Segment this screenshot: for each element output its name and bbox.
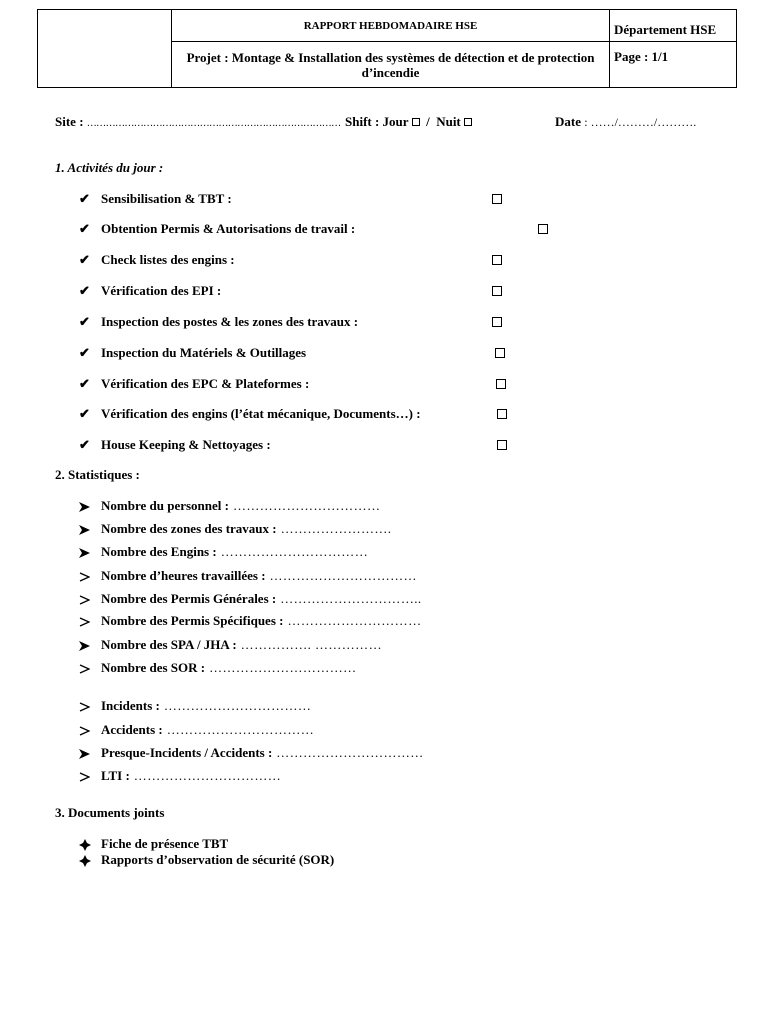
shift-day-checkbox[interactable] bbox=[412, 118, 420, 126]
page-number: Page : 1/1 bbox=[614, 49, 669, 64]
activity-item bbox=[79, 406, 421, 422]
statistic-fill-field[interactable]: ………………………….. bbox=[280, 591, 422, 606]
arrow-bullet-icon bbox=[79, 498, 101, 514]
statistic-item bbox=[79, 698, 311, 714]
activity-checkbox[interactable] bbox=[538, 224, 548, 234]
document-label: Rapports d’observation de sécurité (SOR) bbox=[101, 852, 335, 867]
activity-checkbox[interactable] bbox=[495, 348, 505, 358]
statistic-item bbox=[79, 745, 424, 761]
arrow-bullet-icon bbox=[79, 722, 101, 738]
statistic-label: Nombre des Engins : bbox=[101, 544, 217, 559]
statistic-item bbox=[79, 722, 314, 738]
report-header-table bbox=[37, 9, 737, 88]
activity-item bbox=[79, 221, 355, 237]
statistic-item bbox=[79, 544, 368, 560]
activity-item bbox=[79, 437, 271, 453]
activity-item bbox=[79, 252, 235, 268]
statistic-label: Accidents : bbox=[101, 722, 163, 737]
shift-field bbox=[345, 114, 472, 130]
statistic-label: Nombre du personnel : bbox=[101, 498, 229, 513]
report-title: RAPPORT HEBDOMADAIRE HSE bbox=[303, 19, 478, 32]
site-dots: ……………………………………………………………………… bbox=[86, 118, 341, 129]
arrow-bullet-icon bbox=[79, 544, 101, 560]
activity-label: Inspection du Matériels & Outillages bbox=[101, 345, 307, 360]
statistic-label: Nombre des Permis Générales : bbox=[101, 591, 277, 606]
checkmark-icon: ✔ bbox=[79, 191, 90, 206]
checkmark-icon: ✔ bbox=[79, 283, 90, 298]
statistic-fill-field[interactable]: ………………………… bbox=[287, 613, 422, 628]
shift-night-checkbox[interactable] bbox=[464, 118, 472, 126]
statistic-item bbox=[79, 498, 380, 514]
statistic-item bbox=[79, 613, 421, 629]
statistic-label: Nombre des SOR : bbox=[101, 660, 206, 675]
statistic-label: Incidents : bbox=[101, 698, 160, 713]
statistic-item bbox=[79, 768, 281, 784]
statistic-item bbox=[79, 591, 422, 607]
activity-label: Obtention Permis & Autorisations de travail : bbox=[101, 221, 356, 236]
arrow-bullet-icon bbox=[79, 768, 101, 784]
arrow-bullet-icon bbox=[79, 591, 101, 607]
diamond-bullet-icon bbox=[79, 852, 101, 868]
statistic-item bbox=[79, 660, 357, 676]
activity-checkbox[interactable] bbox=[492, 286, 502, 296]
statistic-label: Nombre des zones des travaux : bbox=[101, 521, 277, 536]
arrow-bullet-icon bbox=[79, 660, 101, 676]
document-label: Fiche de présence TBT bbox=[101, 836, 229, 851]
activity-checkbox[interactable] bbox=[492, 255, 502, 265]
activity-item bbox=[79, 283, 221, 299]
activity-item bbox=[79, 376, 309, 392]
shift-night-label: Nuit bbox=[436, 114, 461, 129]
activity-label: Sensibilisation & TBT : bbox=[101, 191, 232, 206]
statistic-label: Presque-Incidents / Accidents : bbox=[101, 745, 273, 760]
checkmark-icon: ✔ bbox=[79, 314, 90, 329]
checkmark-icon: ✔ bbox=[79, 252, 90, 267]
activity-checkbox[interactable] bbox=[496, 379, 506, 389]
shift-separator: / bbox=[426, 114, 430, 129]
activity-label: Vérification des EPI : bbox=[101, 283, 222, 298]
diamond-bullet-icon bbox=[79, 836, 101, 852]
checkmark-icon: ✔ bbox=[79, 221, 90, 236]
statistic-label: Nombre d’heures travaillées : bbox=[101, 568, 266, 583]
section-activities-title: 1. Activités du jour : bbox=[55, 160, 164, 175]
arrow-bullet-icon bbox=[79, 568, 101, 584]
activity-item bbox=[79, 345, 306, 361]
date-value: : ……/………/………. bbox=[584, 115, 697, 129]
section-documents-title: 3. Documents joints bbox=[55, 805, 165, 820]
activity-label: Inspection des postes & les zones des travaux : bbox=[101, 314, 359, 329]
site-field[interactable] bbox=[55, 114, 341, 130]
statistic-fill-field[interactable]: …………………………… bbox=[269, 568, 417, 583]
document-item bbox=[79, 852, 334, 868]
checkmark-icon: ✔ bbox=[79, 376, 90, 391]
activity-label: Vérification des engins (l’état mécanique, Documents…) : bbox=[101, 406, 421, 421]
arrow-bullet-icon bbox=[79, 521, 101, 537]
section-statistics-title: 2. Statistiques : bbox=[55, 467, 140, 482]
site-label: Site : bbox=[55, 114, 84, 129]
statistic-fill-field[interactable]: …………………………… bbox=[220, 544, 369, 559]
arrow-bullet-icon bbox=[79, 637, 101, 653]
activity-label: House Keeping & Nettoyages : bbox=[101, 437, 271, 452]
statistic-item bbox=[79, 568, 417, 584]
statistic-label: Nombre des Permis Spécifiques : bbox=[101, 613, 284, 628]
arrow-bullet-icon bbox=[79, 613, 101, 629]
arrow-bullet-icon bbox=[79, 745, 101, 761]
statistic-fill-field[interactable]: …………………………… bbox=[133, 768, 282, 783]
statistic-item bbox=[79, 521, 391, 537]
statistic-fill-field[interactable]: …………………………… bbox=[209, 660, 357, 675]
activity-checkbox[interactable] bbox=[497, 440, 507, 450]
document-item bbox=[79, 836, 228, 852]
statistic-item bbox=[79, 637, 382, 653]
checkmark-icon: ✔ bbox=[79, 345, 90, 360]
statistic-fill-field[interactable]: ……………. …………… bbox=[240, 637, 382, 652]
shift-label: Shift : Jour bbox=[345, 114, 409, 129]
date-field[interactable] bbox=[555, 114, 696, 130]
project-title: Projet : Montage & Installation des systèmes de détection et de protection d’incendie bbox=[186, 50, 595, 80]
activity-item bbox=[79, 191, 232, 207]
activity-checkbox[interactable] bbox=[492, 194, 502, 204]
arrow-bullet-icon bbox=[79, 698, 101, 714]
checkmark-icon: ✔ bbox=[79, 406, 90, 421]
activity-label: Vérification des EPC & Plateformes : bbox=[101, 376, 310, 391]
activity-checkbox[interactable] bbox=[497, 409, 507, 419]
statistic-fill-field[interactable]: …………………………… bbox=[276, 745, 424, 760]
activity-label: Check listes des engins : bbox=[101, 252, 235, 267]
statistic-label: Nombre des SPA / JHA : bbox=[101, 637, 237, 652]
statistic-fill-field[interactable]: …………………………… bbox=[232, 498, 381, 513]
checkmark-icon: ✔ bbox=[79, 437, 90, 452]
statistic-fill-field[interactable]: ……………………. bbox=[280, 521, 392, 536]
statistic-fill-field[interactable]: …………………………… bbox=[166, 722, 315, 737]
statistic-label: LTI : bbox=[101, 768, 130, 783]
activity-item bbox=[79, 314, 358, 330]
activity-checkbox[interactable] bbox=[492, 317, 502, 327]
department-label: Département HSE bbox=[614, 21, 717, 37]
date-label: Date bbox=[555, 114, 581, 129]
statistic-fill-field[interactable]: …………………………… bbox=[163, 698, 312, 713]
